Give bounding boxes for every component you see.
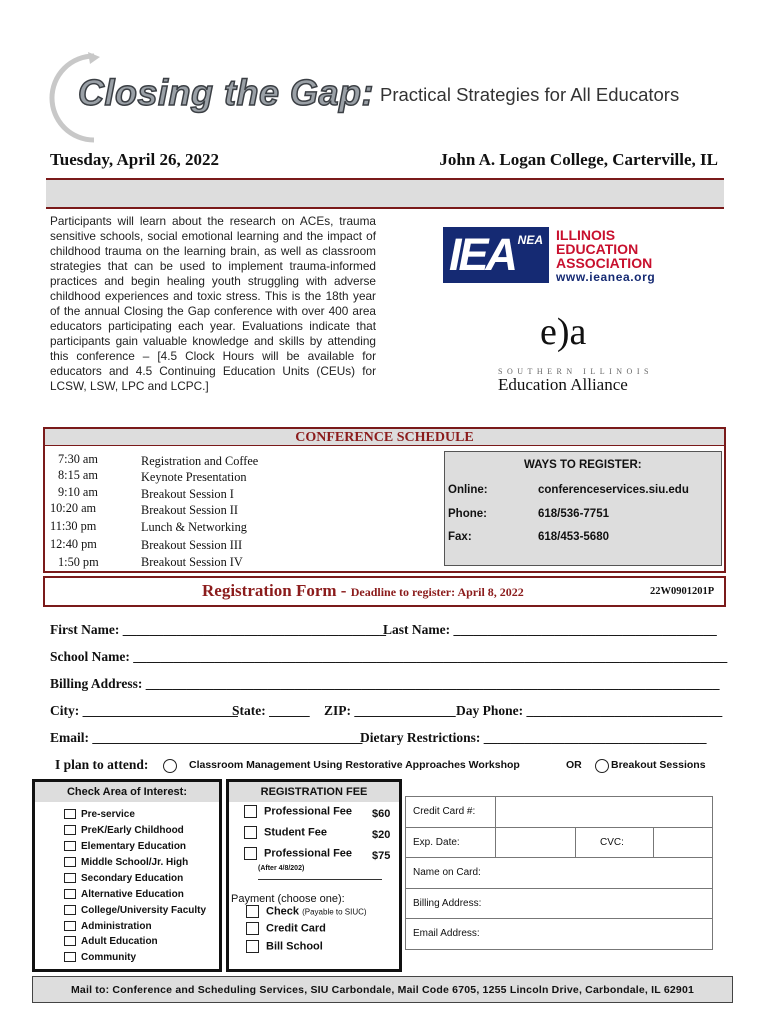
siea-logo-name: Education Alliance xyxy=(498,375,628,394)
interest-option[interactable] xyxy=(64,936,158,947)
iea-logo-mark: IEA xyxy=(449,229,516,280)
iea-name-line: ILLINOIS xyxy=(556,227,616,243)
workshop-radio[interactable] xyxy=(163,759,177,773)
credit-card-option[interactable] xyxy=(246,922,326,935)
checkbox-icon[interactable] xyxy=(64,873,76,883)
checkbox-icon[interactable] xyxy=(64,905,76,915)
interest-option-label: College/University Faculty xyxy=(81,905,207,916)
interest-option-label: Secondary Education xyxy=(81,873,184,884)
checkbox-icon[interactable] xyxy=(244,826,257,839)
iea-name xyxy=(556,228,652,270)
interest-option[interactable] xyxy=(64,952,136,963)
checkbox-icon[interactable] xyxy=(64,809,76,819)
check-option[interactable] xyxy=(246,905,367,918)
schedule-time: 12:40 pm xyxy=(50,537,97,551)
school-name-field[interactable]: School Name: ________________________________________________________________________________________ xyxy=(50,649,728,664)
form-title-text: Registration Form - xyxy=(202,581,351,600)
card-email-field[interactable]: Email Address: xyxy=(406,919,713,950)
event-logo-title: Closing the Gap: xyxy=(78,72,374,113)
exp-date-label: Exp. Date: xyxy=(406,827,496,858)
online-label: Online: xyxy=(448,484,488,496)
late-fee-note: (After 4/8/202) xyxy=(258,865,305,872)
late-fee-amount: $75 xyxy=(372,850,391,862)
payment-label: Payment (choose one): xyxy=(231,893,345,905)
credit-card-label: Credit Card xyxy=(266,922,326,935)
interest-option[interactable] xyxy=(64,889,184,900)
event-logo-subtitle: Practical Strategies for All Educators xyxy=(380,84,680,105)
schedule-time: 10:20 am xyxy=(50,501,97,515)
interest-option[interactable] xyxy=(64,825,184,836)
checkbox-icon[interactable] xyxy=(64,921,76,931)
interest-option-label: Adult Education xyxy=(81,936,158,947)
late-fee-label: Professional Fee xyxy=(264,847,353,860)
iea-logo xyxy=(443,227,549,283)
header-banner xyxy=(46,178,724,209)
registration-deadline: Deadline to register: April 8, 2022 xyxy=(350,585,524,599)
schedule-time: 1:50 pm xyxy=(58,555,99,569)
checkbox-icon[interactable] xyxy=(64,889,76,899)
fax-label: Fax: xyxy=(448,531,472,543)
student-fee-option[interactable] xyxy=(244,826,327,839)
attend-label: I plan to attend: xyxy=(55,757,149,772)
form-code: 22W0901201P xyxy=(650,586,715,597)
interest-option-label: PreK/Early Childhood xyxy=(81,825,184,836)
checkbox-icon[interactable] xyxy=(64,841,76,851)
iea-name-line: ASSOCIATION xyxy=(556,255,653,271)
interest-option-label: Pre-service xyxy=(81,809,135,820)
schedule-event: Keynote Presentation xyxy=(141,470,247,484)
last-name-field[interactable]: Last Name: _______________________________________ xyxy=(383,622,717,637)
email-field[interactable]: Email: ________________________________________ xyxy=(50,730,363,745)
checkbox-icon[interactable] xyxy=(246,905,259,918)
checkbox-icon[interactable] xyxy=(64,825,76,835)
professional-fee-amount: $60 xyxy=(372,808,391,820)
student-fee-amount: $20 xyxy=(372,829,391,841)
day-phone-field[interactable]: Day Phone: _____________________________ xyxy=(456,703,723,718)
event-date: Tuesday, April 26, 2022 xyxy=(50,150,219,169)
checkbox-icon[interactable] xyxy=(64,936,76,946)
card-number-input[interactable] xyxy=(496,797,713,828)
checkbox-icon[interactable] xyxy=(246,922,259,935)
schedule-time: 8:15 am xyxy=(58,468,98,482)
phone-label: Phone: xyxy=(448,508,487,520)
zip-field[interactable]: ZIP: _______________ xyxy=(324,703,456,718)
credit-card-table xyxy=(405,796,713,950)
interest-option-label: Middle School/Jr. High xyxy=(81,857,189,868)
online-link[interactable]: conferenceservices.siu.edu xyxy=(538,484,689,496)
professional-fee-option[interactable] xyxy=(244,805,352,818)
professional-fee-label: Professional Fee xyxy=(264,805,353,818)
interest-option-label: Administration xyxy=(81,921,152,932)
name-on-card-field[interactable]: Name on Card: xyxy=(406,858,713,889)
intro-paragraph: Participants will learn about the research on ACEs, trauma sensitive schools, social emotional learning and the impact of childhood trauma on the learning brain, as well as classroom strategies that can be used to implement trauma-informed practices and begin healing youth struggling with adverse childhood experiences and toxic stress. This is the 18th year of the annual Closing the Gap conference with over 400 area educators participating each year. Evaluations indicate that participants gain valuable knowledge and skills by attending this conference – [4.5 Clock Hours will be available for educators and 4.5 Continuing Education Units (CEUs) for LCSW, LSW, LPC and LCPC.] xyxy=(50,214,376,393)
siea-logo-region: SOUTHERN ILLINOIS xyxy=(498,367,653,376)
checkbox-icon[interactable] xyxy=(64,952,76,962)
cvc-input[interactable] xyxy=(654,827,713,858)
cvc-label: CVC: xyxy=(576,827,654,858)
interest-title: Check Area of Interest: xyxy=(35,782,219,802)
ways-to-register-title: WAYS TO REGISTER: xyxy=(524,459,642,471)
schedule-time: 7:30 am xyxy=(58,452,98,466)
dietary-field[interactable]: Dietary Restrictions: _________________________________ xyxy=(360,730,707,745)
iea-logo-nea: NEA xyxy=(517,233,543,247)
interest-option[interactable] xyxy=(64,905,206,916)
check-note: (Payable to SIUC) xyxy=(302,907,367,917)
late-fee-option[interactable] xyxy=(244,847,352,860)
schedule-time: 11:30 pm xyxy=(50,519,97,533)
interest-option[interactable] xyxy=(64,809,135,820)
schedule-event: Breakout Session I xyxy=(141,487,234,501)
bill-school-option[interactable] xyxy=(246,940,323,953)
schedule-event: Breakout Session III xyxy=(141,538,243,552)
breakout-option-label: Breakout Sessions xyxy=(611,759,706,771)
registration-form-title xyxy=(202,581,524,601)
interest-option[interactable] xyxy=(64,857,188,868)
exp-date-input[interactable] xyxy=(496,827,576,858)
checkbox-icon[interactable] xyxy=(244,805,257,818)
iea-url: www.ieanea.org xyxy=(556,270,656,284)
schedule-event: Lunch & Networking xyxy=(141,520,247,534)
checkbox-icon[interactable] xyxy=(64,857,76,867)
or-label: OR xyxy=(566,759,582,771)
interest-option-label: Alternative Education xyxy=(81,889,184,900)
interest-option[interactable] xyxy=(64,921,152,932)
fax-value: 618/453-5680 xyxy=(538,531,609,543)
check-label: Check xyxy=(266,905,300,918)
interest-option[interactable] xyxy=(64,841,186,852)
bill-school-label: Bill School xyxy=(266,940,323,953)
state-field[interactable]: State: ______ xyxy=(232,703,310,718)
schedule-time: 9:10 am xyxy=(58,485,98,499)
first-name-field[interactable]: First Name: _______________________________________ xyxy=(50,622,386,637)
schedule-event: Breakout Session II xyxy=(141,503,238,517)
event-location: John A. Logan College, Carterville, IL xyxy=(439,150,718,169)
schedule-title: CONFERENCE SCHEDULE xyxy=(295,430,474,445)
interest-option-label: Elementary Education xyxy=(81,841,187,852)
divider xyxy=(258,879,382,880)
card-number-label: Credit Card #: xyxy=(406,797,496,828)
checkbox-icon[interactable] xyxy=(246,940,259,953)
fee-title: REGISTRATION FEE xyxy=(229,782,399,802)
card-billing-address-field[interactable]: Billing Address: xyxy=(406,888,713,919)
phone-value: 618/536-7751 xyxy=(538,508,609,520)
checkbox-icon[interactable] xyxy=(244,847,257,860)
city-field[interactable]: City: _______________________ xyxy=(50,703,238,718)
billing-address-field[interactable]: Billing Address: _____________________________________________________________________________________ xyxy=(50,676,720,691)
student-fee-label: Student Fee xyxy=(264,826,327,839)
siea-logo-mark: e)a xyxy=(540,311,587,353)
schedule-event: Breakout Session IV xyxy=(141,555,243,569)
workshop-option-label: Classroom Management Using Restorative Approaches Workshop xyxy=(189,759,520,771)
schedule-event: Registration and Coffee xyxy=(141,454,259,468)
interest-option-label: Community xyxy=(81,952,136,963)
iea-name-line: EDUCATION xyxy=(556,241,639,257)
breakout-radio[interactable] xyxy=(595,759,609,773)
mail-to-address: Mail to: Conference and Scheduling Services, SIU Carbondale, Mail Code 6705, 1255 Lincoln Drive, Carbondale, IL 62901 xyxy=(32,976,733,1003)
interest-option[interactable] xyxy=(64,873,183,884)
